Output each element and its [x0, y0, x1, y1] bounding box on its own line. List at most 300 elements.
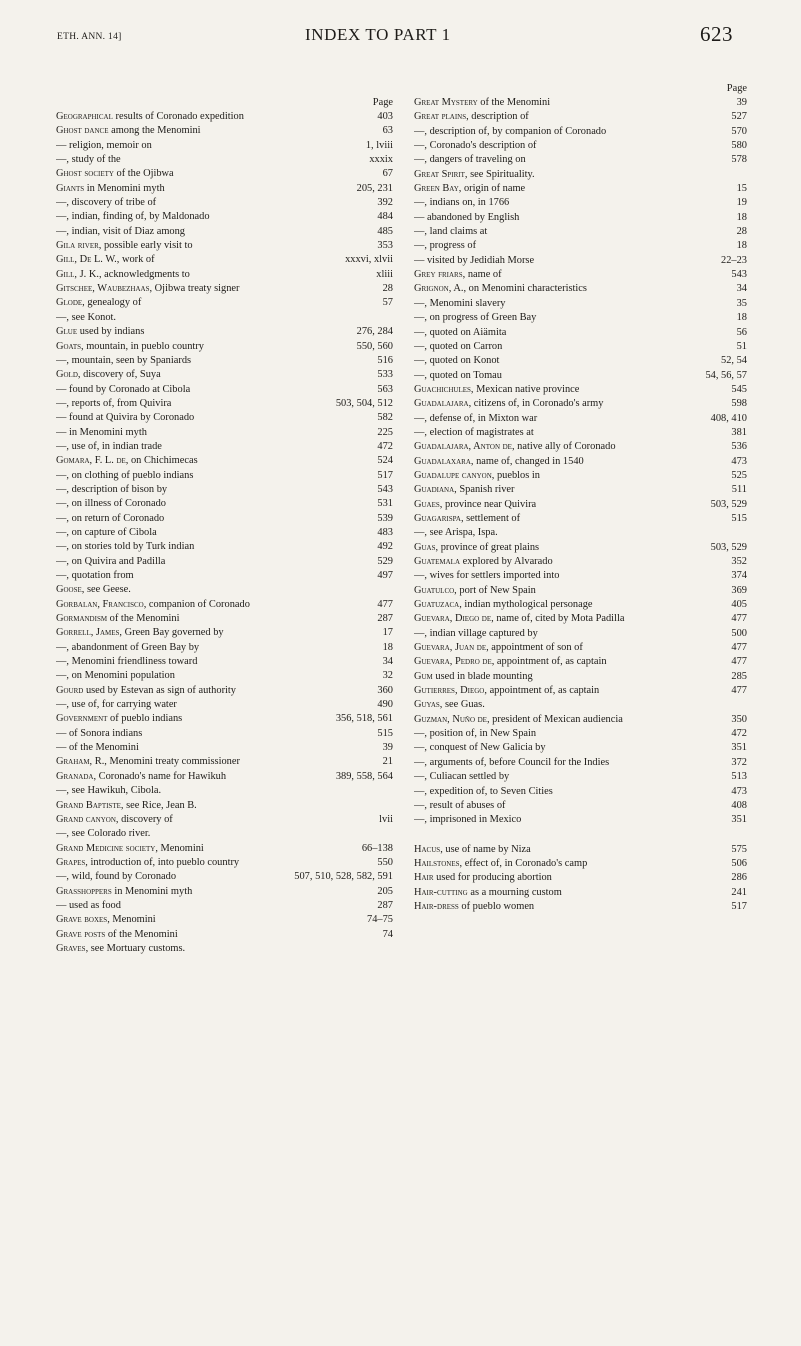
entry-page-ref: 570: [731, 125, 747, 137]
index-entry: [56, 569, 393, 583]
index-entry: [56, 641, 393, 655]
entry-text: [414, 139, 728, 153]
entry-heading: Ghost society: [56, 168, 114, 180]
index-entry: [56, 167, 393, 181]
entry-page-ref: 276, 284: [356, 326, 393, 338]
index-entry: [56, 354, 393, 368]
entry-text: [414, 886, 728, 900]
index-entry: [414, 297, 747, 311]
index-entry: [56, 124, 393, 138]
entry-text: [414, 698, 744, 712]
entry-subject: , work of: [116, 254, 155, 266]
index-entry: [414, 900, 747, 914]
entry-text: [56, 469, 374, 483]
entry-subject: , name of: [462, 269, 502, 281]
entry-heading: Hacus: [414, 843, 441, 855]
entry-subject: , mountain, in pueblo country: [81, 340, 204, 352]
entry-text: [414, 211, 734, 225]
entry-subject: , introduction of, into pueblo country: [85, 856, 240, 868]
index-entry: [414, 627, 747, 641]
entry-text: [414, 512, 728, 526]
page-column-label: Page: [372, 97, 393, 108]
index-entry: [56, 469, 393, 483]
entry-subject: , genealogy of: [82, 297, 142, 309]
entry-page-ref: 18: [736, 211, 747, 223]
entry-heading: Goats: [56, 340, 82, 352]
entry-page-ref: 497: [377, 570, 393, 581]
entry-page-ref: 483: [377, 526, 393, 538]
entry-heading: Grand Baptiste: [56, 799, 121, 811]
entry-page-ref: 405: [731, 599, 747, 611]
entry-heading: Guaes: [414, 498, 440, 510]
index-entry: [414, 741, 747, 755]
index-entry: [56, 368, 393, 382]
entry-subject: —, see Colorado river.: [56, 828, 151, 840]
entry-page-ref: 408, 410: [710, 412, 747, 424]
entry-subject: , on Menomini characteristics: [463, 283, 587, 295]
entry-text: [414, 383, 728, 397]
entry-heading: Guevara, Diego de: [414, 613, 492, 625]
index-entry: [414, 584, 747, 598]
entry-heading: Gum: [414, 670, 433, 682]
entry-text: [414, 627, 728, 641]
entry-page-ref: 205: [377, 885, 393, 897]
entry-heading: Grave boxes: [56, 914, 108, 926]
entry-heading: Guatemala: [414, 556, 461, 567]
index-entry: [56, 225, 393, 239]
entry-text: [56, 454, 374, 468]
index-entry: [414, 641, 747, 655]
entry-subject: of the Menomini: [107, 613, 180, 625]
entry-subject: , president of Mexican audiencia: [486, 713, 623, 725]
entry-page-ref: 63: [382, 125, 393, 137]
index-entry: [56, 440, 393, 454]
entry-heading: Grasshoppers: [56, 885, 112, 897]
entry-heading: Gill, J. K.: [56, 268, 99, 280]
entry-text: [414, 469, 728, 483]
index-entry: [414, 727, 747, 741]
entry-page-ref: 492: [377, 541, 393, 553]
running-head-title: INDEX TO PART 1: [305, 25, 451, 44]
index-entry: [56, 311, 393, 325]
entry-heading: Hair-cutting: [414, 886, 468, 898]
entry-page-ref: 351: [731, 814, 747, 826]
entry-subject: —, progress of: [414, 240, 477, 252]
index-entry: [414, 268, 747, 282]
index-entry: [56, 827, 393, 841]
entry-subject: used for producing abortion: [433, 872, 552, 884]
entry-page-ref: 543: [377, 483, 393, 495]
entry-subject: —, indian, finding of, by Maldonado: [56, 211, 210, 223]
entry-subject: —, conquest of New Galicia by: [414, 742, 546, 754]
index-entry: [414, 886, 747, 900]
entry-list: [56, 110, 393, 956]
entry-text: [414, 182, 734, 196]
entry-subject: —, mountain, seen by Spaniards: [56, 354, 192, 366]
entry-text: [414, 397, 728, 411]
index-entry: [414, 211, 747, 225]
index-entry: [414, 512, 747, 526]
entry-page-ref: 403: [377, 111, 393, 122]
entry-page-ref: 286: [731, 872, 747, 884]
entry-subject: , appointment of son of: [486, 642, 583, 654]
entry-text: [56, 411, 374, 425]
entry-subject: of the Menomini: [477, 97, 551, 108]
entry-page-ref: 545: [731, 383, 747, 395]
entry-page-ref: 52, 54: [721, 355, 747, 367]
index-entry: [414, 843, 747, 857]
entry-text: [56, 340, 354, 354]
index-entry: [56, 282, 393, 296]
entry-page-ref: lvii: [379, 813, 393, 825]
entry-subject: — religion, memoir on: [56, 139, 152, 151]
index-entry: [56, 497, 393, 511]
entry-subject: , name of, cited by Mota Padilla: [491, 613, 625, 625]
entry-text: [56, 770, 333, 784]
index-entry: [56, 684, 393, 698]
index-entry: [56, 110, 393, 124]
index-entry: [414, 770, 747, 784]
entry-page-ref: 524: [377, 455, 393, 467]
entry-heading: Gila river: [56, 240, 99, 252]
entry-heading: Guevara, Pedro de: [414, 656, 492, 668]
entry-text: [56, 813, 376, 827]
entry-text: [414, 225, 734, 239]
entry-page-ref: 517: [377, 469, 393, 481]
entry-text: [414, 813, 728, 827]
entry-heading: Grand Medicine society: [56, 842, 156, 854]
entry-text: [56, 569, 374, 583]
entry-subject: —, discovery of tribe of: [56, 197, 157, 209]
entry-subject: —, indian village captured by: [414, 627, 538, 639]
entry-page-ref: 205, 231: [356, 182, 393, 194]
index-entry: [56, 454, 393, 468]
entry-page-ref: 503, 529: [710, 541, 747, 553]
entry-heading: Gormandism: [56, 613, 108, 625]
entry-subject: —, see Arispa, Ispa.: [414, 527, 498, 539]
index-entry: [56, 598, 393, 612]
index-entry: [56, 741, 393, 755]
entry-subject: of pueblo indians: [107, 713, 183, 725]
entry-text: [414, 369, 702, 383]
entry-text: [414, 354, 718, 368]
entry-text: [56, 210, 374, 224]
entry-subject: — used as food: [56, 899, 121, 911]
entry-page-ref: 550: [377, 856, 393, 868]
index-entry: [414, 799, 747, 813]
entry-heading: Government: [56, 713, 108, 725]
entry-page-ref: 369: [731, 584, 747, 596]
index-entry: [414, 125, 747, 139]
index-entry: [414, 397, 747, 411]
index-entry: [56, 885, 393, 899]
entry-page-ref: 527: [731, 111, 747, 123]
entry-text: [414, 268, 728, 282]
entry-page-ref: 352: [731, 556, 747, 567]
index-entry: [56, 813, 393, 827]
index-entry: [414, 412, 747, 426]
entry-text: [56, 497, 374, 511]
entry-subject: , indian mythological personage: [459, 599, 593, 611]
entry-subject: , citizens of, in Coronado's army: [468, 398, 604, 410]
entry-subject: , see Rice, Jean B.: [120, 799, 197, 811]
index-entry: [414, 871, 747, 885]
entry-text: [56, 626, 380, 640]
index-entry: [56, 268, 393, 282]
entry-heading: Guadiana: [414, 484, 455, 496]
entry-heading: Gorrell, James: [56, 627, 120, 639]
entry-page-ref: 536: [731, 441, 747, 453]
entry-subject: — abandoned by English: [414, 211, 520, 223]
entry-text: [414, 311, 734, 325]
entry-text: [56, 827, 390, 841]
entry-text: [414, 756, 728, 770]
index-entry: [414, 555, 747, 569]
entry-heading: Gill, De L. W.: [56, 254, 117, 266]
index-entry: [56, 182, 393, 196]
entry-subject: , on Chichimecas: [125, 455, 198, 467]
entry-page-ref: 74–75: [367, 914, 393, 926]
entry-subject: —, reports of, from Quivira: [56, 397, 172, 409]
index-entry: [414, 326, 747, 340]
entry-page-ref: 578: [731, 154, 747, 166]
entry-text: [56, 196, 374, 210]
entry-text: [56, 755, 380, 769]
entry-heading: Guadalajara: [414, 398, 469, 410]
entry-text: [414, 598, 728, 612]
entry-text: [414, 741, 728, 755]
entry-page-ref: 477: [731, 642, 747, 654]
entry-text: [56, 612, 374, 626]
entry-page-ref: 529: [377, 555, 393, 567]
entry-page-ref: 472: [377, 440, 393, 452]
index-entry: [414, 756, 747, 770]
entry-subject: among the Menomini: [108, 125, 201, 137]
entry-page-ref: 575: [731, 843, 747, 855]
index-entry: [56, 397, 393, 411]
entry-subject: in Menomini myth: [84, 182, 165, 194]
entry-heading: Gourd: [56, 684, 84, 696]
entry-heading: Gitschee, Waubezhaas: [56, 283, 150, 295]
entry-subject: —, on clothing of pueblo indians: [56, 469, 194, 481]
entry-page-ref: 408: [731, 799, 747, 811]
entry-text: [56, 928, 380, 942]
index-entry: [56, 540, 393, 554]
index-entry: [414, 612, 747, 626]
entry-heading: Guzman, Nuño de: [414, 713, 487, 725]
entry-text: [414, 684, 728, 698]
page-number: 623: [700, 22, 733, 46]
index-entry: [414, 311, 747, 325]
entry-text: [414, 584, 728, 598]
entry-subject: —, quoted on Carron: [414, 340, 503, 352]
entry-page-ref: 507, 510, 528, 582, 591: [294, 871, 393, 883]
entry-heading: Giants: [56, 182, 85, 194]
entry-text: [56, 383, 374, 397]
entry-text: [56, 741, 380, 755]
entry-subject: , use of name by Niza: [440, 843, 531, 855]
entry-subject: , see Geese.: [81, 584, 131, 596]
entry-subject: in Menomini myth: [111, 885, 193, 897]
index-entry: [414, 469, 747, 483]
entry-subject: of the Ojibwa: [113, 168, 174, 180]
entry-page-ref: 28: [382, 283, 393, 295]
entry-heading: Grapes: [56, 856, 86, 868]
entry-page-ref: 550, 560: [356, 340, 393, 352]
index-entry: [414, 182, 747, 196]
entry-page-ref: 516: [377, 354, 393, 366]
index-entry: [414, 670, 747, 684]
index-entry: [56, 626, 393, 640]
index-entry: [56, 483, 393, 497]
entry-text: [414, 900, 728, 914]
entry-page-ref: 515: [377, 727, 393, 739]
entry-subject: — of the Menomini: [56, 742, 139, 754]
entry-page-ref: 15: [736, 183, 747, 195]
entry-subject: used in blade mounting: [432, 670, 533, 682]
entry-page-ref: 225: [377, 426, 393, 438]
entry-heading: Grey friars: [414, 269, 463, 281]
entry-text: [56, 913, 364, 927]
entry-text: [56, 899, 374, 913]
entry-text: [56, 856, 374, 870]
index-entry: [414, 340, 747, 354]
entry-subject: —, see Hawikuh, Cibola.: [56, 785, 162, 797]
entry-subject: , possible early visit to: [98, 240, 193, 252]
entry-text: [414, 641, 728, 655]
entry-subject: —, quoted on Tomau: [414, 369, 502, 381]
entry-text: [56, 426, 374, 440]
index-entry: [56, 799, 393, 813]
entry-subject: , Spanish river: [454, 484, 515, 496]
entry-page-ref: 1, lviii: [365, 139, 393, 151]
entry-page-ref: 503, 504, 512: [335, 397, 393, 409]
index-entry: [56, 856, 393, 870]
entry-page-ref: 353: [377, 240, 393, 252]
entry-text: [56, 684, 374, 698]
index-entry: [56, 942, 393, 956]
entry-text: [414, 297, 734, 311]
entry-subject: —, wives for settlers imported into: [414, 570, 560, 582]
index-entry: [414, 526, 747, 540]
entry-text: [56, 440, 374, 454]
entry-text: [56, 225, 374, 239]
entry-text: [56, 167, 380, 181]
entry-page-ref: 54, 56, 57: [705, 369, 747, 381]
entry-text: [56, 655, 380, 669]
index-entry: [414, 813, 747, 827]
index-entry: [56, 583, 393, 597]
entry-heading: Hair-dress: [414, 900, 459, 912]
entry-subject: —, abandonment of Green Bay by: [56, 641, 200, 653]
entry-text: [414, 440, 728, 454]
entry-subject: as a mourning custom: [467, 886, 562, 898]
entry-heading: Great plains: [414, 111, 467, 123]
entry-page-ref: 51: [736, 340, 747, 352]
entry-page-ref: 34: [736, 283, 747, 295]
index-entry: [414, 569, 747, 583]
index-entry: [56, 325, 393, 339]
entry-heading: Granada: [56, 770, 94, 782]
index-entry: [414, 239, 747, 253]
entry-subject: —, Menomini friendliness toward: [56, 656, 198, 668]
index-entry: [414, 785, 747, 799]
entry-text: [56, 784, 390, 798]
entry-page-ref: 67: [382, 168, 393, 180]
entry-subject: of pueblo women: [458, 900, 535, 912]
entry-subject: —, quotation from: [56, 570, 134, 581]
entry-text: [56, 727, 374, 741]
entry-subject: , companion of Coronado: [143, 598, 250, 610]
entry-heading: Guagarispa: [414, 512, 461, 524]
index-entry: [414, 713, 747, 727]
index-entry: [56, 899, 393, 913]
entry-heading: Glode: [56, 297, 83, 309]
entry-subject: , province near Quivira: [439, 498, 537, 510]
entry-subject: used by Estevan as sign of authority: [83, 684, 237, 696]
entry-heading: Glue: [56, 326, 78, 338]
entry-subject: , see Guas.: [439, 699, 485, 711]
index-entry: [414, 254, 747, 268]
entry-page-ref: 39: [736, 97, 747, 108]
entry-page-ref: 477: [731, 685, 747, 697]
entry-text: [414, 326, 734, 340]
entry-page-ref: 74: [382, 928, 393, 940]
entry-subject: —, Coronado's description of: [414, 140, 537, 152]
index-entry: [414, 698, 747, 712]
entry-text: [414, 770, 728, 784]
entry-subject: —, on Quivira and Padilla: [56, 555, 166, 567]
entry-text: [56, 354, 374, 368]
entry-heading: Gorbalan, Francisco: [56, 598, 144, 610]
entry-page-ref: xxxix: [369, 154, 393, 166]
entry-text: [56, 311, 390, 325]
index-entry: [56, 383, 393, 397]
entry-text: [414, 799, 728, 813]
entry-subject: —, indians on, in 1766: [414, 197, 510, 209]
entry-page-ref: 360: [377, 684, 393, 696]
entry-subject: —, use of, for carrying water: [56, 699, 177, 711]
entry-heading: Grave posts: [56, 928, 106, 940]
entry-page-ref: 66–138: [361, 842, 393, 854]
entry-page-ref: 477: [731, 613, 747, 625]
index-entry: [56, 770, 393, 784]
entry-text: [414, 196, 734, 210]
entry-text: [56, 942, 390, 956]
index-entry: [56, 727, 393, 741]
index-entry: [414, 598, 747, 612]
entry-text: [56, 110, 374, 124]
index-entry: [56, 842, 393, 856]
index-entry: [414, 483, 747, 497]
entry-subject: —, on stories told by Turk indian: [56, 541, 195, 553]
entry-subject: —, on illness of Coronado: [56, 498, 166, 510]
entry-text: [56, 526, 374, 540]
page-column-label: Page: [726, 83, 747, 94]
entry-text: [414, 483, 729, 497]
entry-text: [56, 182, 354, 196]
entry-heading: Guas: [414, 541, 436, 553]
entry-text: [414, 713, 728, 727]
entry-page-ref: 500: [731, 627, 747, 639]
entry-page-ref: 525: [731, 469, 747, 481]
entry-page-ref: 21: [382, 756, 393, 768]
entry-page-ref: 582: [377, 412, 393, 424]
entry-text: [414, 412, 708, 426]
entry-heading: Ghost dance: [56, 125, 109, 137]
entry-page-ref: 513: [731, 771, 747, 783]
entry-text: [56, 598, 374, 612]
